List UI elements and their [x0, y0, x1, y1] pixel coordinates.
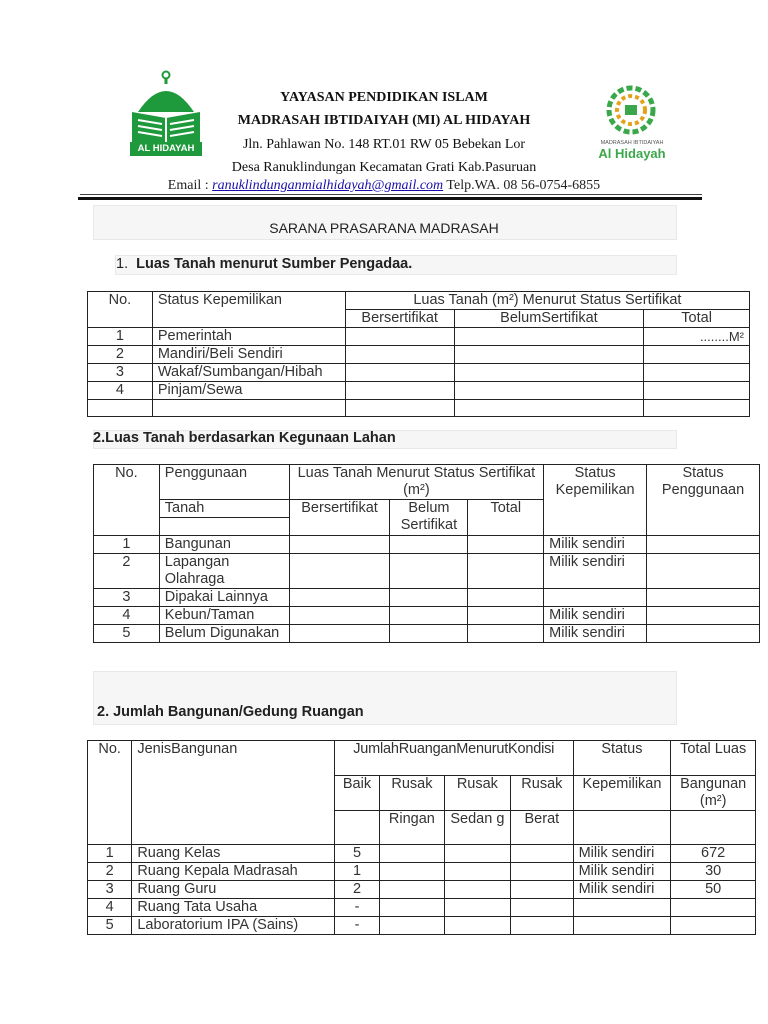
cell-empty [390, 536, 468, 554]
cell-empty [390, 607, 468, 625]
cell-empty [511, 899, 573, 917]
col-jenis: JenisBangunan [132, 741, 335, 845]
letterhead [200, 87, 568, 179]
col-no: No. [94, 465, 160, 536]
table-row [88, 382, 750, 400]
col-baik: Baik [334, 776, 379, 811]
cell-empty [644, 364, 750, 382]
land-source-table [87, 291, 750, 417]
col-bersertifikat: Bersertifikat [289, 500, 390, 536]
cell-empty [444, 917, 510, 935]
cell-luas: 50 [671, 881, 756, 899]
cell-empty [454, 328, 644, 346]
cell-empty [454, 364, 644, 382]
cell-empty [454, 346, 644, 364]
table-row [88, 845, 756, 863]
cell-luas [671, 917, 756, 935]
cell-empty [345, 382, 454, 400]
cell-no: 2 [94, 554, 160, 589]
col-status: Status Kepemilikan [152, 292, 345, 328]
land-usage-table [93, 464, 760, 643]
cell-usage: Belum Digunakan [159, 625, 289, 643]
cell-empty [644, 346, 750, 364]
table-row [88, 328, 750, 346]
email-link[interactable]: ranuklindunganmialhidayah@gmail.com [212, 178, 444, 193]
cell-empty [88, 400, 153, 417]
cell-empty [511, 881, 573, 899]
col-kepemilikan: Kepemilikan [573, 776, 671, 811]
cell-status: Mandiri/Beli Sendiri [152, 346, 345, 364]
cell-status [573, 917, 671, 935]
cell-empty [444, 899, 510, 917]
foundation-name: YAYASAN PENDIDIKAN ISLAM [280, 90, 488, 105]
col-total-luas: Total Luas [671, 741, 756, 776]
table-row [88, 881, 756, 899]
cell-no: 2 [88, 863, 132, 881]
cell-no: 1 [88, 328, 153, 346]
cell-empty [289, 589, 390, 607]
cell-jenis: Ruang Kepala Madrasah [132, 863, 335, 881]
col-no: No. [88, 741, 132, 845]
cell-jenis: Ruang Kelas [132, 845, 335, 863]
col-bersertifikat: Bersertifikat [345, 310, 454, 328]
col-total: Total [468, 500, 544, 536]
col-status: Status [573, 741, 671, 776]
cell-empty [647, 554, 760, 589]
right-logo-name: Al Hidayah [598, 146, 666, 161]
cell-empty [644, 400, 750, 417]
right-logo-small: MADRASAH IBTIDAIYAH [600, 140, 664, 146]
cell-status: Milik sendiri [544, 607, 647, 625]
cell-empty [468, 607, 544, 625]
cell-status: Wakaf/Sumbangan/Hibah [152, 364, 345, 382]
cell-empty [345, 400, 454, 417]
cell-status [573, 899, 671, 917]
col-status-penggunaan: Status Penggunaan [647, 465, 760, 536]
cell-empty [390, 625, 468, 643]
cell-empty [647, 536, 760, 554]
cell-usage: Lapangan Olahraga [159, 554, 289, 589]
cell-empty [380, 845, 444, 863]
col-berat: Berat [511, 811, 573, 845]
cell-empty [444, 881, 510, 899]
cell-empty [444, 863, 510, 881]
cell-status: Milik sendiri [573, 845, 671, 863]
cell-empty [468, 536, 544, 554]
cell-empty [289, 554, 390, 589]
cell-empty [511, 917, 573, 935]
col-rusak-ringan: Rusak [380, 776, 444, 811]
cell-empty [380, 863, 444, 881]
col-rusak-sedang: Rusak [444, 776, 510, 811]
col-jumlah: JumlahRuanganMenurutKondisi [334, 741, 573, 776]
section3-heading: 2. Jumlah Bangunan/Gedung Ruangan [97, 704, 364, 720]
cell-baik: 1 [334, 863, 379, 881]
cell-empty [380, 881, 444, 899]
building-table [87, 740, 756, 935]
col-ringan: Ringan [380, 811, 444, 845]
col-no: No. [88, 292, 153, 328]
col-luas: Luas Tanah (m²) Menurut Status Sertifikat [345, 292, 749, 310]
col-status-kepemilikan: Status Kepemilikan [544, 465, 647, 536]
col-sedang: Sedan g [444, 811, 510, 845]
cell-no: 1 [94, 536, 160, 554]
table-header-row [88, 292, 750, 310]
table-row [94, 554, 760, 589]
cell-empty [454, 382, 644, 400]
cell-no: 3 [88, 364, 153, 382]
col-total: Total [644, 310, 750, 328]
col-tanah: Tanah [159, 500, 289, 518]
cell-jenis: Ruang Tata Usaha [132, 899, 335, 917]
cell-jenis: Laboratorium IPA (Sains) [132, 917, 335, 935]
cell-baik: 5 [334, 845, 379, 863]
cell-empty [647, 625, 760, 643]
cell-empty [390, 589, 468, 607]
cell-baik: - [334, 917, 379, 935]
cell-no: 5 [94, 625, 160, 643]
cell-empty [380, 917, 444, 935]
cell-status: Milik sendiri [573, 881, 671, 899]
address-line: Jln. Pahlawan No. 148 RT.01 RW 05 Bebekan Lor [242, 137, 526, 152]
right-logo [594, 82, 674, 166]
cell-status: Milik sendiri [544, 536, 647, 554]
header-divider [80, 194, 702, 195]
col-belum: Belum Sertifikat [390, 500, 468, 536]
cell-status [544, 589, 647, 607]
cell-no: 1 [88, 845, 132, 863]
cell-status: Pinjam/Sewa [152, 382, 345, 400]
cell-no: 3 [94, 589, 160, 607]
table-row [94, 536, 760, 554]
cell-empty [671, 811, 756, 845]
cell-empty [334, 811, 379, 845]
cell-luas: 672 [671, 845, 756, 863]
section1-title: Luas Tanah menurut Sumber Pengadaa. [136, 256, 413, 272]
cell-empty [511, 845, 573, 863]
cell-status: Milik sendiri [544, 625, 647, 643]
cell-no: 2 [88, 346, 153, 364]
col-luas: Luas Tanah Menurut Status Sertifikat (m²) [289, 465, 544, 500]
cell-empty [152, 400, 345, 417]
cell-empty [390, 554, 468, 589]
cell-status: Milik sendiri [573, 863, 671, 881]
cell-no: 4 [94, 607, 160, 625]
table-row [88, 364, 750, 382]
table-row [88, 917, 756, 935]
cell-empty [345, 364, 454, 382]
table-row [88, 899, 756, 917]
cell-status: Pemerintah [152, 328, 345, 346]
table-row [94, 589, 760, 607]
table-row [88, 346, 750, 364]
cell-empty [511, 863, 573, 881]
cell-jenis: Ruang Guru [132, 881, 335, 899]
page-title: SARANA PRASARANA MADRASAH [269, 220, 499, 236]
cell-baik: 2 [334, 881, 379, 899]
cell-empty [345, 328, 454, 346]
cell-no: 4 [88, 899, 132, 917]
section1-heading [116, 256, 412, 273]
cell-luas [671, 899, 756, 917]
cell-empty [647, 589, 760, 607]
col-rusak-berat: Rusak [511, 776, 573, 811]
cell-empty [468, 554, 544, 589]
cell-empty [454, 400, 644, 417]
cell-no: 5 [88, 917, 132, 935]
table-header-row [94, 465, 760, 500]
cell-empty [159, 518, 289, 536]
cell-empty [289, 625, 390, 643]
cell-empty [289, 536, 390, 554]
cell-empty [468, 589, 544, 607]
table-header-row [88, 741, 756, 776]
section1-number: 1. [116, 256, 129, 272]
cell-empty [380, 899, 444, 917]
cell-luas: 30 [671, 863, 756, 881]
ornament-logo-icon [603, 82, 659, 138]
cell-empty [647, 607, 760, 625]
cell-empty [345, 346, 454, 364]
cell-empty [444, 845, 510, 863]
table-row [94, 607, 760, 625]
table-row [88, 400, 750, 417]
col-belum: BelumSertifikat [454, 310, 644, 328]
header-divider-thick [78, 197, 702, 200]
phone-number: Telp.WA. 08 56-0754-6855 [446, 178, 601, 193]
cell-empty [573, 811, 671, 845]
cell-no: 4 [88, 382, 153, 400]
cell-status: Milik sendiri [544, 554, 647, 589]
cell-empty [644, 382, 750, 400]
cell-empty [468, 625, 544, 643]
left-logo-text: AL HIDAYAH [137, 143, 195, 154]
cell-total: ........M² [644, 328, 750, 346]
cell-empty [289, 607, 390, 625]
cell-baik: - [334, 899, 379, 917]
cell-usage: Dipakai Lainnya [159, 589, 289, 607]
cell-usage: Kebun/Taman [159, 607, 289, 625]
school-name: MADRASAH IBTIDAIYAH (MI) AL HIDAYAH [237, 113, 531, 128]
email-label: Email : [167, 178, 209, 193]
section2-heading: 2.Luas Tanah berdasarkan Kegunaan Lahan [93, 430, 396, 446]
contact-line [120, 177, 648, 195]
table-row [94, 625, 760, 643]
cell-no: 3 [88, 881, 132, 899]
col-bangunan: Bangunan (m²) [671, 776, 756, 811]
district-line: Desa Ranuklindungan Kecamatan Grati Kab.Pasuruan [231, 160, 537, 175]
table-row [88, 863, 756, 881]
cell-usage: Bangunan [159, 536, 289, 554]
left-logo [128, 68, 204, 158]
col-penggunaan: Penggunaan [159, 465, 289, 500]
